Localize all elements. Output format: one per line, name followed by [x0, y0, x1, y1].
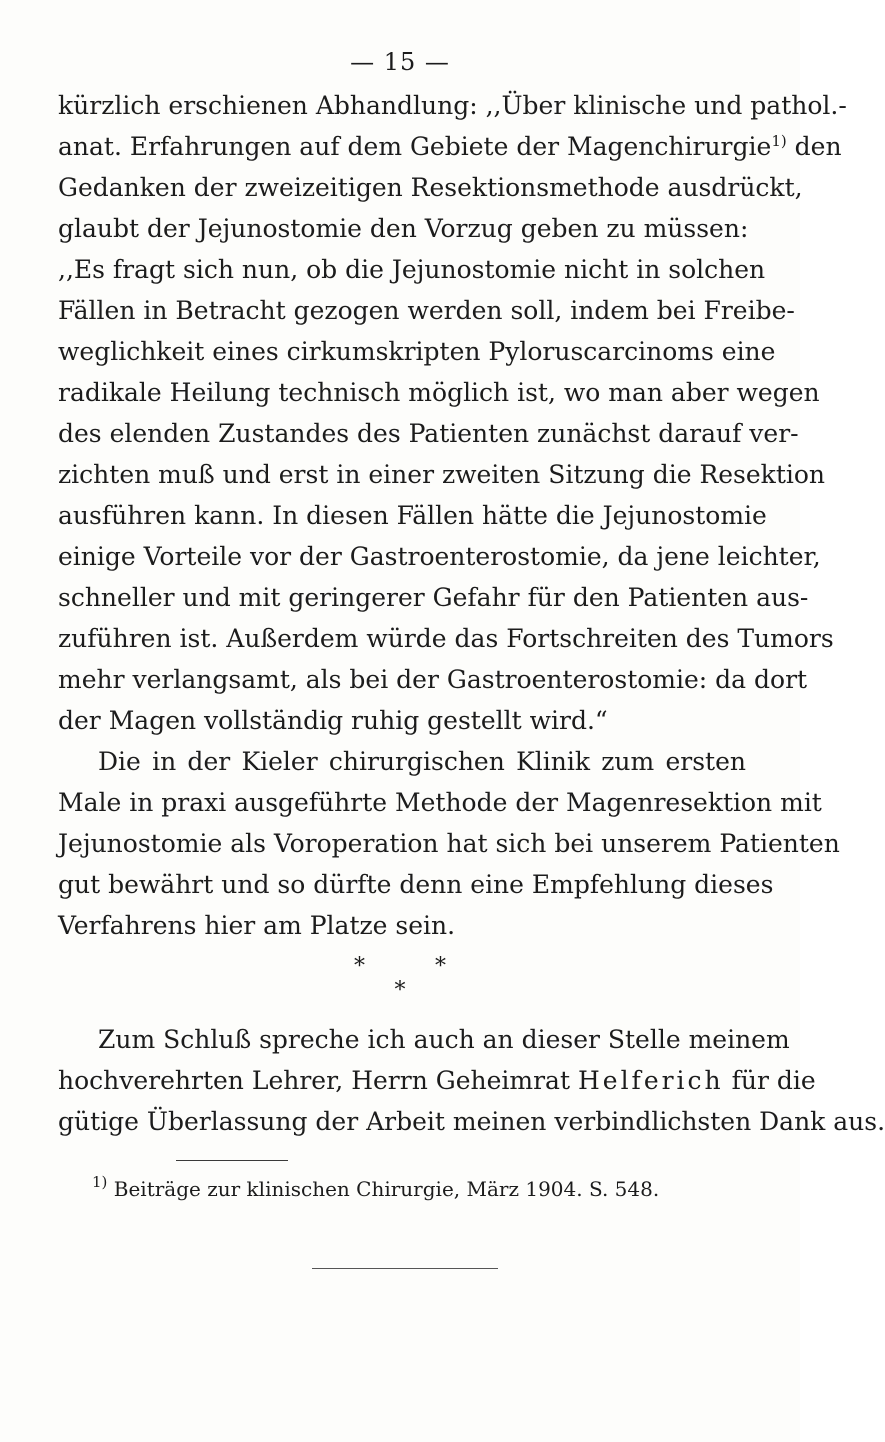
text-line: Verfahrens hier am Platze sein. [58, 911, 456, 940]
page-number: — 15 — [350, 48, 450, 76]
section-separator-top: * * [354, 954, 446, 979]
text-line: kürzlich erschienen Abhandlung: ,,Über klinische und pathol.- [58, 91, 847, 120]
bottom-divider [312, 1268, 498, 1269]
text-fragment: hochverehrten Lehrer, Herrn Geheimrat [58, 1066, 571, 1095]
paragraph-start-line: Die in der Kieler chirurgischen Klinik zum ersten [98, 747, 746, 776]
text-line: Fällen in Betracht gezogen werden soll, indem bei Freibe- [58, 296, 795, 325]
footnote-divider [176, 1160, 288, 1161]
closing-line: Zum Schluß spreche ich auch an dieser Stelle meinem [98, 1025, 790, 1054]
text-line: der Magen vollständig ruhig gestellt wird.“ [58, 706, 608, 735]
footnote-reference: 1) [771, 132, 787, 150]
text-line: weglichkeit eines cirkumskripten Pyloruscarcinoms eine [58, 337, 776, 366]
text-line: Jejunostomie als Voroperation hat sich bei unserem Patienten [58, 829, 840, 858]
text-fragment: für die [731, 1066, 816, 1095]
text-line: zuführen ist. Außerdem würde das Fortschreiten des Tumors [58, 624, 834, 653]
text-line: glaubt der Jejunostomie den Vorzug geben zu müssen: [58, 214, 749, 243]
text-fragment: den [786, 132, 842, 161]
section-separator-bottom: * [394, 978, 406, 1003]
text-line: ausführen kann. In diesen Fällen hätte die Jejunostomie [58, 501, 767, 530]
closing-line [58, 1061, 816, 1101]
text-line [58, 127, 842, 167]
text-line: einige Vorteile vor der Gastroenterostomie, da jene leichter, [58, 542, 821, 571]
text-line: zichten muß und erst in einer zweiten Sitzung die Resektion [58, 460, 826, 489]
footnote [92, 1172, 712, 1206]
person-name: Helferich [577, 1066, 724, 1095]
footnote-marker: 1) [92, 1173, 108, 1191]
text-line: ,,Es fragt sich nun, ob die Jejunostomie nicht in solchen [58, 255, 766, 284]
text-fragment: anat. Erfahrungen auf dem Gebiete der Magenchirurgie [58, 132, 772, 161]
text-line: schneller und mit geringerer Gefahr für den Patienten aus- [58, 583, 809, 612]
text-line: Male in praxi ausgeführte Methode der Magenresektion mit [58, 788, 822, 817]
text-line: gut bewährt und so dürfte denn eine Empfehlung dieses [58, 870, 774, 899]
text-line: mehr verlangsamt, als bei der Gastroenterostomie: da dort [58, 665, 808, 694]
text-line: Gedanken der zweizeitigen Resektionsmethode ausdrückt, [58, 173, 803, 202]
closing-line: gütige Überlassung der Arbeit meinen verbindlichsten Dank aus. [58, 1107, 885, 1136]
footnote-text: Beiträge zur klinischen Chirurgie, März 1904. S. 548. [113, 1177, 660, 1201]
text-line: des elenden Zustandes des Patienten zunächst darauf ver- [58, 419, 799, 448]
text-line: radikale Heilung technisch möglich ist, wo man aber wegen [58, 378, 820, 407]
